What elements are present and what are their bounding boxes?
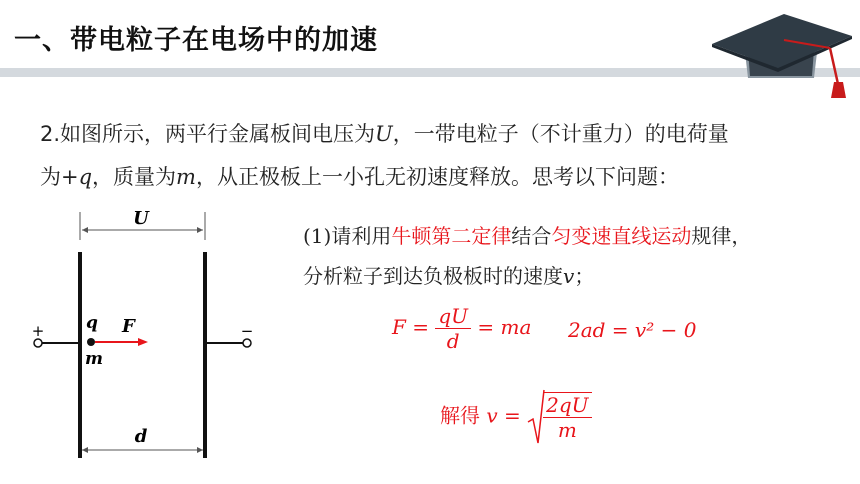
label-q: q <box>86 313 98 333</box>
graduation-cap-icon <box>706 6 856 106</box>
question-1-line-1: (1)请利用牛顿第二定律结合匀变速直线运动规律， <box>303 224 752 248</box>
label-m: m <box>85 349 103 369</box>
problem-line-2: 为+q，质量为m，从正极板上一小孔无初速度释放。思考以下问题： <box>40 165 679 189</box>
particle-dot <box>87 338 95 346</box>
label-U: U <box>133 208 149 229</box>
slide-title: 一、带电粒子在电场中的加速 <box>14 25 378 56</box>
equation-newton: F = $\frac{qU}{d}$ = ma <box>392 304 532 353</box>
label-plus: + <box>31 322 45 340</box>
label-d: d <box>134 426 148 447</box>
label-F: F <box>122 316 135 337</box>
equation-velocity-solution: 解得 v = $\frac{2qU}{m}$ <box>440 388 592 446</box>
question-1-line-2: 分析粒子到达负极板时的速度v； <box>303 264 595 288</box>
problem-line-1: 2.如图所示，两平行金属板间电压为U，一带电粒子（不计重力）的电荷量 <box>40 122 729 146</box>
equation-kinematics: 2ad = v² − 0 <box>568 318 697 342</box>
capacitor-diagram <box>0 200 300 484</box>
label-minus: − <box>240 322 254 340</box>
terminal-right <box>243 339 251 347</box>
terminal-left <box>34 339 42 347</box>
